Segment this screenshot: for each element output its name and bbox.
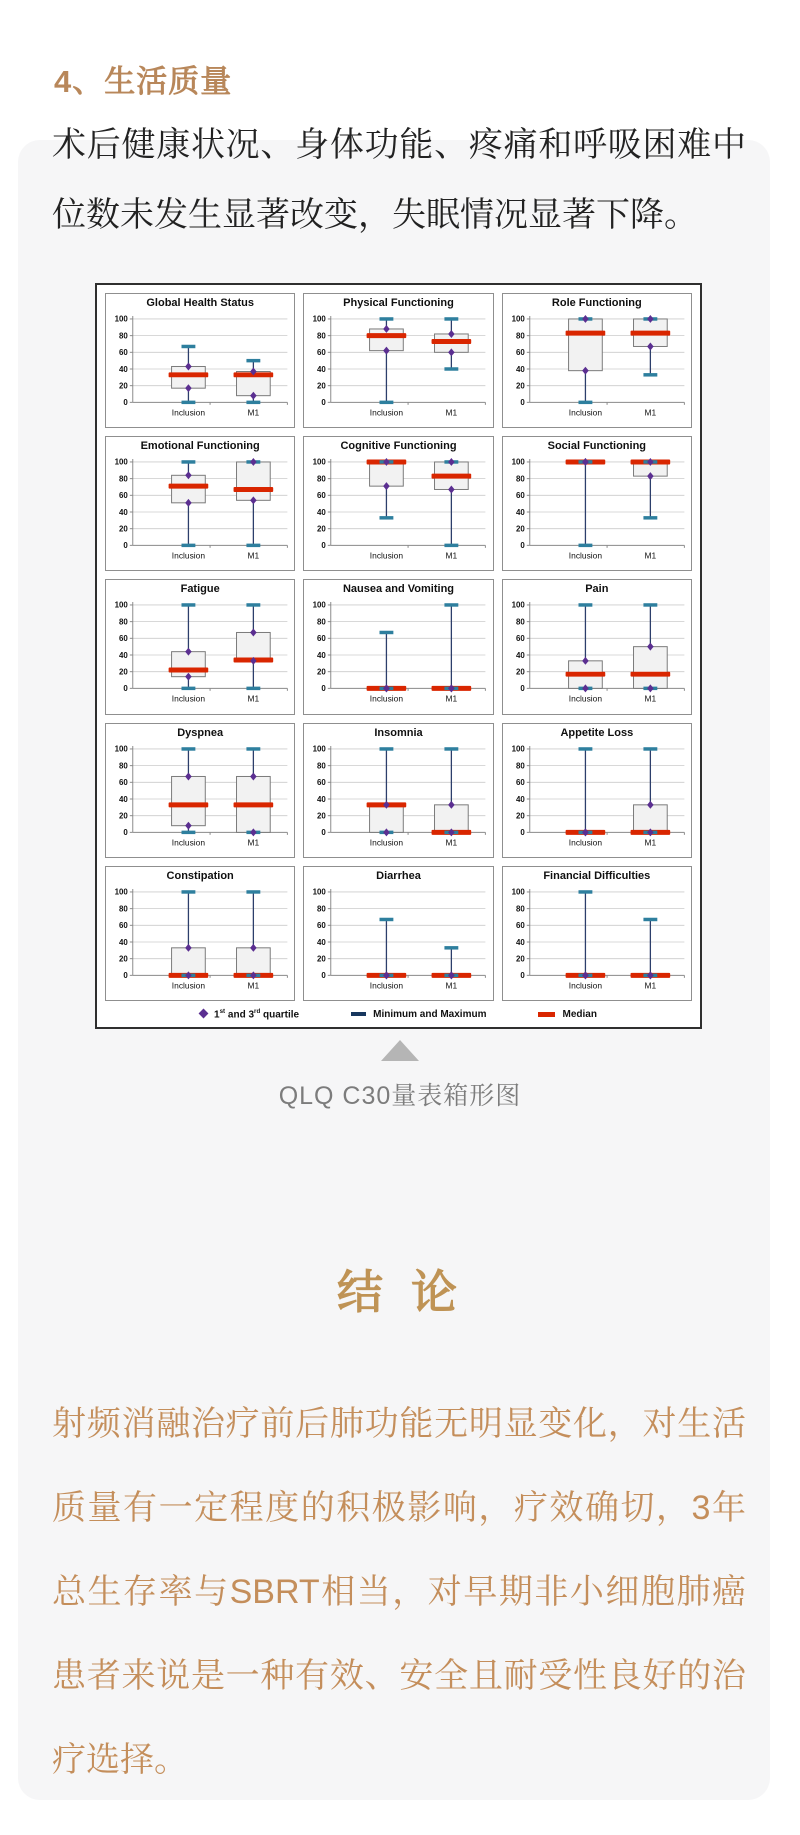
panel-title: Diarrhea [376, 869, 421, 882]
legend-median-label: Median [562, 1008, 597, 1020]
panel-title: Fatigue [180, 583, 220, 596]
svg-text:80: 80 [119, 761, 128, 771]
svg-text:0: 0 [123, 541, 128, 551]
svg-text:100: 100 [511, 744, 525, 754]
boxplot-panel [502, 293, 692, 428]
svg-text:80: 80 [515, 617, 525, 627]
svg-text:Inclusion: Inclusion [568, 693, 602, 704]
svg-text:20: 20 [119, 811, 128, 821]
svg-text:100: 100 [312, 457, 327, 467]
svg-text:60: 60 [119, 491, 128, 501]
svg-text:0: 0 [321, 970, 327, 980]
panel-title: Financial Difficulties [543, 869, 651, 882]
svg-text:Inclusion: Inclusion [568, 407, 602, 418]
svg-text:Inclusion: Inclusion [568, 836, 602, 847]
svg-text:60: 60 [515, 491, 525, 501]
svg-text:60: 60 [317, 920, 327, 930]
svg-text:100: 100 [511, 887, 525, 897]
svg-text:20: 20 [119, 524, 128, 534]
minmax-dash-icon [351, 1012, 366, 1016]
svg-text:0: 0 [321, 684, 327, 694]
svg-text:Inclusion: Inclusion [568, 550, 602, 561]
svg-text:100: 100 [511, 457, 525, 467]
svg-text:Inclusion: Inclusion [370, 693, 404, 704]
svg-text:20: 20 [119, 381, 128, 391]
svg-text:M1: M1 [644, 980, 656, 991]
svg-text:80: 80 [119, 904, 128, 914]
svg-text:80: 80 [515, 331, 525, 341]
panel-title: Global Health Status [146, 297, 254, 309]
svg-text:40: 40 [119, 651, 128, 661]
svg-text:M1: M1 [445, 407, 458, 418]
svg-text:40: 40 [119, 507, 128, 517]
svg-text:80: 80 [515, 761, 525, 771]
svg-text:60: 60 [317, 491, 327, 501]
svg-text:20: 20 [515, 811, 525, 821]
svg-text:40: 40 [515, 364, 525, 374]
svg-text:M1: M1 [644, 550, 656, 561]
boxplot-panel [105, 579, 295, 714]
svg-text:80: 80 [317, 331, 327, 341]
svg-text:Inclusion: Inclusion [171, 693, 206, 704]
svg-text:0: 0 [520, 398, 525, 408]
svg-text:Inclusion: Inclusion [370, 407, 404, 418]
svg-text:100: 100 [312, 744, 327, 754]
boxplot-canvas [106, 313, 294, 424]
panel-title: Physical Functioning [343, 297, 454, 309]
svg-text:Inclusion: Inclusion [568, 980, 602, 991]
boxplot-panel [105, 293, 295, 428]
svg-text:0: 0 [321, 827, 327, 837]
svg-text:M1: M1 [445, 980, 458, 991]
legend-minmax-label: Minimum and Maximum [373, 1008, 487, 1020]
svg-text:60: 60 [119, 777, 128, 787]
svg-text:100: 100 [312, 887, 327, 897]
svg-text:M1: M1 [445, 693, 458, 704]
svg-text:20: 20 [317, 811, 327, 821]
legend-median [538, 1009, 596, 1020]
svg-text:20: 20 [515, 954, 525, 964]
figure-legend [105, 1001, 692, 1027]
boxplot-canvas [503, 886, 691, 997]
svg-text:80: 80 [317, 761, 327, 771]
panel-title: Emotional Functioning [140, 440, 260, 453]
panel-title: Constipation [166, 869, 234, 882]
legend-minmax [351, 1009, 486, 1020]
boxplot-canvas [503, 743, 691, 854]
svg-text:20: 20 [317, 667, 327, 677]
svg-text:100: 100 [114, 601, 128, 611]
svg-text:Inclusion: Inclusion [370, 980, 404, 991]
conclusion-paragraph: 射频消融治疗前后肺功能无明显变化，对生活质量有一定程度的积极影响，疗效确切，3年总生存率与SBRT相当，对早期非小细胞肺癌患者来说是一种有效、安全且耐受性良好的治疗选择。 [52, 1405, 746, 1779]
svg-text:80: 80 [515, 904, 525, 914]
svg-text:80: 80 [317, 617, 327, 627]
boxplot-panel [303, 723, 493, 858]
svg-text:40: 40 [119, 364, 128, 374]
boxplot-canvas [304, 456, 492, 567]
boxplot-canvas [503, 599, 691, 710]
boxplot-grid [105, 293, 692, 1001]
svg-text:Inclusion: Inclusion [370, 550, 404, 561]
svg-text:100: 100 [114, 887, 128, 897]
boxplot-panel [105, 723, 295, 858]
boxplot-canvas [106, 599, 294, 710]
svg-text:M1: M1 [445, 836, 458, 847]
svg-text:80: 80 [317, 474, 327, 484]
svg-text:0: 0 [520, 684, 525, 694]
svg-text:0: 0 [123, 684, 128, 694]
boxplot-panel [105, 436, 295, 571]
svg-text:Inclusion: Inclusion [171, 550, 206, 561]
svg-text:80: 80 [317, 904, 327, 914]
legend-quartile-label: 1st and 3rd quartile [214, 1007, 300, 1021]
svg-text:20: 20 [515, 667, 525, 677]
boxplot-canvas [503, 313, 691, 424]
svg-text:60: 60 [515, 920, 525, 930]
svg-text:0: 0 [520, 970, 525, 980]
boxplot-panel [502, 436, 692, 571]
panel-title: Nausea and Vomiting [342, 583, 455, 596]
svg-text:60: 60 [317, 348, 327, 358]
svg-text:100: 100 [114, 744, 128, 754]
svg-text:80: 80 [119, 617, 128, 627]
svg-text:100: 100 [114, 314, 128, 324]
svg-text:M1: M1 [445, 550, 458, 561]
boxplot-panel [502, 723, 692, 858]
svg-text:60: 60 [317, 777, 327, 787]
svg-text:40: 40 [317, 651, 327, 661]
panel-title: Role Functioning [551, 297, 642, 309]
boxplot-panel [502, 579, 692, 714]
boxplot-canvas [304, 313, 492, 424]
svg-text:0: 0 [520, 541, 525, 551]
svg-text:40: 40 [515, 651, 525, 661]
svg-text:Inclusion: Inclusion [171, 980, 206, 991]
svg-text:100: 100 [312, 314, 327, 324]
median-dash-icon [538, 1012, 555, 1017]
svg-text:Inclusion: Inclusion [171, 836, 206, 847]
svg-text:M1: M1 [644, 693, 656, 704]
svg-text:100: 100 [511, 601, 525, 611]
svg-text:60: 60 [119, 348, 128, 358]
intro-paragraph: 术后健康状况、身体功能、疼痛和呼吸困难中位数未发生显著改变，失眠情况显著下降。 [52, 126, 746, 234]
svg-text:20: 20 [317, 524, 327, 534]
legend-quartile [200, 1008, 299, 1020]
svg-text:M1: M1 [247, 407, 260, 418]
boxplot-canvas [304, 886, 492, 997]
svg-text:60: 60 [317, 634, 327, 644]
svg-text:40: 40 [317, 794, 327, 804]
panel-title: Appetite Loss [560, 726, 634, 739]
panel-title: Cognitive Functioning [340, 440, 457, 453]
svg-text:40: 40 [119, 794, 128, 804]
svg-text:80: 80 [515, 474, 525, 484]
svg-text:0: 0 [123, 827, 128, 837]
svg-text:80: 80 [119, 474, 128, 484]
boxplot-panel [105, 866, 295, 1001]
svg-text:20: 20 [317, 954, 327, 964]
boxplot-panel [502, 866, 692, 1001]
figure-caption: QLQ C30量表箱形图 [278, 1082, 522, 1110]
quartile-diamond-icon [199, 1009, 209, 1019]
boxplot-canvas [106, 886, 294, 997]
boxplot-figure [95, 283, 702, 1029]
svg-text:100: 100 [312, 601, 327, 611]
svg-text:60: 60 [515, 777, 525, 787]
svg-text:60: 60 [515, 634, 525, 644]
svg-text:M1: M1 [644, 836, 656, 847]
svg-text:100: 100 [114, 457, 128, 467]
svg-text:60: 60 [119, 920, 128, 930]
svg-text:80: 80 [119, 331, 128, 341]
boxplot-canvas [503, 456, 691, 567]
panel-title: Insomnia [374, 726, 423, 739]
svg-text:40: 40 [515, 794, 525, 804]
boxplot-canvas [106, 456, 294, 567]
svg-text:20: 20 [515, 381, 525, 391]
panel-title: Social Functioning [547, 440, 647, 453]
svg-text:20: 20 [317, 381, 327, 391]
svg-text:40: 40 [317, 364, 327, 374]
svg-text:40: 40 [317, 937, 327, 947]
svg-text:40: 40 [515, 507, 525, 517]
svg-text:M1: M1 [247, 550, 260, 561]
boxplot-panel [303, 293, 493, 428]
boxplot-canvas [106, 743, 294, 854]
svg-text:Inclusion: Inclusion [171, 407, 206, 418]
svg-text:40: 40 [317, 507, 327, 517]
boxplot-panel [303, 866, 493, 1001]
boxplot-panel [303, 436, 493, 571]
svg-text:60: 60 [515, 348, 525, 358]
svg-text:40: 40 [515, 937, 525, 947]
svg-text:100: 100 [511, 314, 525, 324]
conclusion-title: 结 论 [336, 1265, 463, 1319]
svg-text:M1: M1 [644, 407, 656, 418]
svg-text:M1: M1 [247, 980, 260, 991]
boxplot-panel [303, 579, 493, 714]
svg-text:Inclusion: Inclusion [370, 836, 404, 847]
svg-text:60: 60 [119, 634, 128, 644]
svg-text:M1: M1 [247, 836, 260, 847]
svg-text:M1: M1 [247, 693, 260, 704]
boxplot-canvas [304, 743, 492, 854]
svg-text:0: 0 [520, 827, 525, 837]
svg-text:20: 20 [515, 524, 525, 534]
panel-title: Pain [585, 583, 609, 596]
svg-text:40: 40 [119, 937, 128, 947]
panel-title: Dyspnea [177, 726, 224, 739]
section-heading: 4、生活质量 [54, 63, 233, 99]
svg-text:20: 20 [119, 954, 128, 964]
svg-text:0: 0 [321, 541, 327, 551]
svg-text:0: 0 [123, 398, 128, 408]
svg-text:0: 0 [321, 398, 327, 408]
svg-text:0: 0 [123, 970, 128, 980]
caption-arrow-icon [381, 1040, 419, 1061]
svg-text:20: 20 [119, 667, 128, 677]
boxplot-canvas [304, 599, 492, 710]
